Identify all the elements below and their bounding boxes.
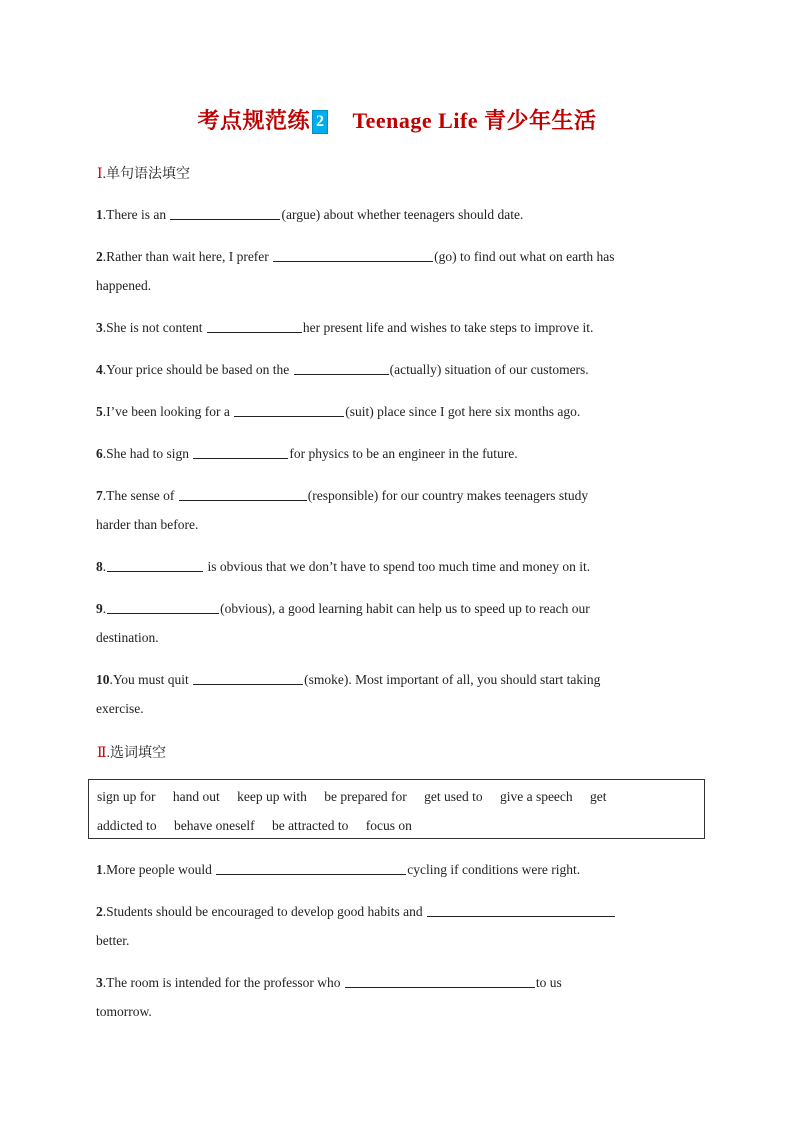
- answer-blank[interactable]: [170, 205, 280, 220]
- answer-blank[interactable]: [179, 486, 307, 501]
- question-text: (smoke). Most important of all, you should start taking: [304, 672, 601, 687]
- question-number: 2: [96, 904, 103, 919]
- question-number: 7: [96, 488, 103, 503]
- answer-blank[interactable]: [273, 247, 433, 262]
- answer-blank[interactable]: [107, 599, 219, 614]
- question-text: .The sense of: [102, 488, 178, 503]
- answer-blank[interactable]: [193, 444, 288, 459]
- question-text: .She had to sign: [102, 446, 193, 461]
- section-1-numeral: Ⅰ: [97, 167, 103, 182]
- answer-blank[interactable]: [294, 360, 389, 375]
- answer-blank[interactable]: [207, 318, 302, 333]
- question-text: (argue) about whether teenagers should date.: [281, 207, 524, 222]
- question-item: [96, 552, 686, 581]
- question-text: .She is not content: [102, 320, 206, 335]
- word-bank-phrase: behave oneself: [173, 818, 255, 833]
- answer-blank[interactable]: [427, 902, 615, 917]
- question-text: .: [102, 559, 107, 574]
- question-text: .More people would: [102, 862, 216, 877]
- question-item: [96, 397, 686, 426]
- question-text: (go) to find out what on earth has: [434, 249, 615, 264]
- question-text: happened.: [96, 278, 152, 293]
- word-bank-row: [97, 811, 696, 840]
- question-text: .I’ve been looking for a: [102, 404, 234, 419]
- question-text: is obvious that we don’t have to spend too much time and money on it.: [204, 559, 591, 574]
- title-number-badge: 2: [312, 110, 329, 134]
- question-item: [96, 968, 686, 1026]
- section-2-numeral: Ⅱ: [97, 746, 107, 761]
- question-number: 2: [96, 249, 103, 264]
- word-bank-phrase: be prepared for: [324, 789, 407, 804]
- question-number: 5: [96, 404, 103, 419]
- question-item: [96, 242, 686, 300]
- page-title: [0, 104, 794, 135]
- question-item: [96, 481, 686, 539]
- word-bank-phrase: keep up with: [237, 789, 307, 804]
- question-number: 10: [96, 672, 110, 687]
- question-text: harder than before.: [96, 517, 199, 532]
- answer-blank[interactable]: [193, 670, 303, 685]
- question-text: better.: [96, 933, 130, 948]
- word-bank-phrase: be attracted to: [271, 818, 349, 833]
- word-bank-phrase: get used to: [424, 789, 483, 804]
- question-text: (actually) situation of our customers.: [389, 362, 589, 377]
- question-number: 8: [96, 559, 103, 574]
- question-item: [96, 855, 686, 884]
- answer-blank[interactable]: [107, 557, 203, 572]
- title-cn: 考点规范练: [197, 108, 310, 133]
- answer-blank[interactable]: [345, 973, 535, 988]
- question-text: to us: [535, 975, 562, 990]
- question-item: [96, 355, 686, 384]
- question-number: 1: [96, 862, 103, 877]
- word-bank-box: [88, 779, 705, 839]
- word-bank-phrase: focus on: [365, 818, 412, 833]
- title-en: Teenage Life 青少年生活: [352, 108, 597, 133]
- section-2-heading: [97, 742, 166, 762]
- word-bank-phrase: get: [590, 789, 607, 804]
- question-text: for physics to be an engineer in the future.: [289, 446, 518, 461]
- word-bank-phrase: addicted to: [97, 818, 157, 833]
- question-number: 3: [96, 320, 103, 335]
- question-text: .Students should be encouraged to develop good habits and: [102, 904, 426, 919]
- answer-blank[interactable]: [216, 860, 406, 875]
- question-item: [96, 313, 686, 342]
- question-text: (responsible) for our country makes teenagers study: [307, 488, 589, 503]
- question-item: [96, 594, 686, 652]
- question-text: .: [102, 601, 107, 616]
- word-bank-phrase: give a speech: [499, 789, 573, 804]
- question-text: .The room is intended for the professor who: [102, 975, 344, 990]
- question-item: [96, 665, 686, 723]
- word-bank-row: [97, 782, 696, 811]
- question-text: tomorrow.: [96, 1004, 152, 1019]
- question-number: 9: [96, 601, 103, 616]
- question-number: 1: [96, 207, 103, 222]
- question-text: (suit) place since I got here six months ago.: [345, 404, 581, 419]
- question-text: (obvious), a good learning habit can help us to speed up to reach our: [220, 601, 590, 616]
- answer-blank[interactable]: [234, 402, 344, 417]
- question-text: .You must quit: [109, 672, 193, 687]
- question-number: 6: [96, 446, 103, 461]
- question-text: cycling if conditions were right.: [407, 862, 581, 877]
- section-1-heading: [97, 163, 190, 183]
- question-text: .There is an: [102, 207, 170, 222]
- section-1-label: .单句语法填空: [102, 167, 191, 182]
- question-text: .Your price should be based on the: [102, 362, 293, 377]
- question-item: [96, 200, 686, 229]
- word-bank-phrase: sign up for: [97, 789, 156, 804]
- question-text: destination.: [96, 630, 159, 645]
- question-text: exercise.: [96, 701, 144, 716]
- section-2-label: .选词填空: [106, 746, 167, 761]
- question-item: [96, 439, 686, 468]
- question-text: her present life and wishes to take steps to improve it.: [302, 320, 594, 335]
- question-item: [96, 897, 686, 955]
- question-number: 4: [96, 362, 103, 377]
- question-text: .Rather than wait here, I prefer: [102, 249, 273, 264]
- question-number: 3: [96, 975, 103, 990]
- word-bank-phrase: hand out: [172, 789, 220, 804]
